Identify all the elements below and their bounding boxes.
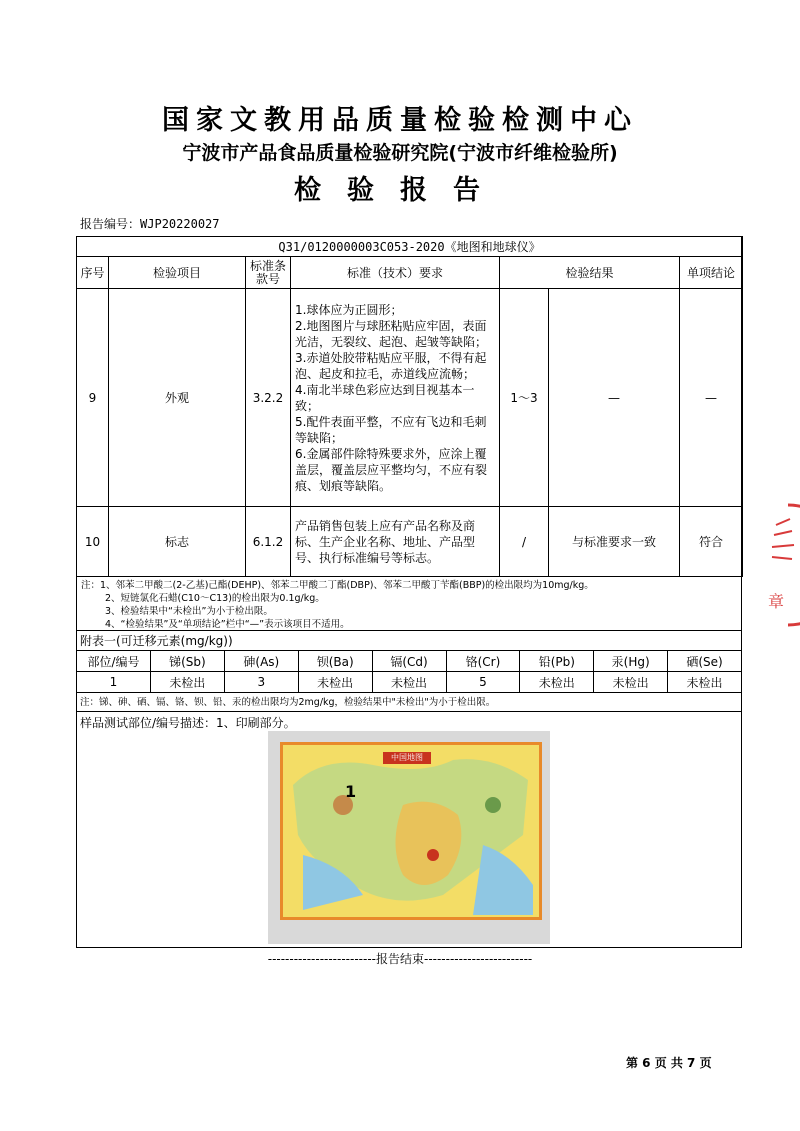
row-sample: 1～3	[500, 289, 549, 507]
requirement-line: 4.南北半球色彩应达到目视基本一致；	[295, 382, 475, 413]
appendix-cell: 未检出	[372, 672, 446, 693]
row-no: 9	[77, 289, 109, 507]
appendix-cell: 未检出	[520, 672, 594, 693]
map-illustration	[283, 745, 539, 917]
table-row	[77, 289, 743, 507]
note-line: 3、检验结果中“未检出”为小于检出限。	[105, 606, 273, 617]
appendix-cell: 未检出	[298, 672, 372, 693]
col-header-item: 检验项目	[109, 257, 246, 289]
standard-title: Q31/0120000003C053-2020《地图和地球仪》	[77, 237, 743, 257]
appendix-header: 钡(Ba)	[298, 651, 372, 672]
col-header-clause: 标准条款号	[246, 257, 291, 289]
col-header-conclusion: 单项结论	[680, 257, 743, 289]
col-header-result: 检验结果	[500, 257, 680, 289]
report-number	[80, 215, 220, 232]
row-item: 外观	[109, 289, 246, 507]
appendix-header: 汞(Hg)	[594, 651, 668, 672]
appendix-header: 砷(As)	[224, 651, 298, 672]
appendix-table	[76, 650, 742, 693]
appendix-cell: 3	[224, 672, 298, 693]
row-result: 与标准要求一致	[549, 507, 680, 577]
appendix-title: 附表一(可迁移元素(mg/kg))	[80, 634, 233, 648]
appendix-header: 镉(Cd)	[372, 651, 446, 672]
requirement-line: 3.赤道处胶带粘贴应平服，不得有起泡、起皮和拉毛，赤道线应流畅；	[295, 350, 487, 381]
appendix-cell: 未检出	[151, 672, 225, 693]
row-item: 标志	[109, 507, 246, 577]
note-line: 2、短链氯化石蜡(C10～C13)的检出限为0.1g/kg。	[105, 593, 325, 604]
sample-description: 样品测试部位/编号描述：1、印刷部分。	[80, 716, 296, 730]
row-no: 10	[77, 507, 109, 577]
col-header-requirement: 标准（技术）要求	[291, 257, 500, 289]
requirement-line: 1.球体应为正圆形；	[295, 302, 403, 317]
requirement-line: 2.地图图片与球胚粘贴应牢固，表面光洁，无裂纹、起泡、起皱等缺陷；	[295, 318, 488, 349]
report-number-label: 报告编号：	[80, 217, 141, 231]
title-report: 检验报告	[294, 175, 506, 206]
appendix-header: 铬(Cr)	[446, 651, 520, 672]
row-sample: /	[500, 507, 549, 577]
appendix-header: 锑(Sb)	[151, 651, 225, 672]
requirement-line: 6.金属部件除特殊要求外，应涂上覆盖层，覆盖层应平整均匀，不应有裂痕、划痕等缺陷。	[295, 446, 488, 493]
notes-block	[76, 576, 742, 631]
report-end: -------------------------报告结束-------------------------	[267, 952, 533, 966]
row-conclusion: —	[680, 289, 743, 507]
row-result: —	[549, 289, 680, 507]
appendix-header: 硒(Se)	[668, 651, 742, 672]
row-requirement	[291, 289, 500, 507]
appendix-header: 铅(Pb)	[520, 651, 594, 672]
report-number-value: WJP20220027	[140, 217, 220, 231]
appendix-cell: 5	[446, 672, 520, 693]
table-row	[77, 507, 743, 577]
map-title: 中国地图	[383, 752, 431, 764]
requirement-line: 产品销售包装上应有产品名称及商标、生产企业名称、地址、产品型号、执行标准编号等标志。	[295, 518, 476, 565]
appendix-cell: 未检出	[594, 672, 668, 693]
seal-stamp	[758, 495, 800, 635]
row-conclusion: 符合	[680, 507, 743, 577]
divider	[76, 711, 742, 712]
row-clause: 3.2.2	[246, 289, 291, 507]
appendix-header: 部位/编号	[77, 651, 151, 672]
note-line: 注：1、邻苯二甲酸二(2-乙基)己酯(DEHP)、邻苯二甲酸二丁酯(DBP)、邻苯二甲酸丁苄酯(BBP)的检出限均为10mg/kg。	[81, 580, 594, 591]
appendix-cell: 未检出	[668, 672, 742, 693]
page-number: 第 6 页 共 7 页	[626, 1056, 712, 1070]
table-row	[77, 672, 742, 693]
col-header-no: 序号	[77, 257, 109, 289]
note-line: 4、“检验结果”及“单项结论”栏中“—”表示该项目不适用。	[105, 619, 350, 630]
sample-label: 1	[345, 782, 357, 801]
title-center: 国家文教用品质量检验检测中心	[162, 105, 638, 136]
title-institute: 宁波市产品食品质量检验研究院(宁波市纤维检验所)	[182, 142, 618, 164]
row-clause: 6.1.2	[246, 507, 291, 577]
inspection-table	[76, 236, 743, 577]
sample-map-image	[280, 742, 542, 920]
appendix-note: 注：锑、砷、硒、镉、铬、钡、铅、汞的检出限均为2mg/kg，检验结果中"未检出"为小于检出限。	[80, 697, 496, 708]
appendix-cell: 1	[77, 672, 151, 693]
svg-text:章: 章	[768, 592, 785, 611]
row-requirement	[291, 507, 500, 577]
requirement-line: 5.配件表面平整，不应有飞边和毛刺等缺陷；	[295, 414, 487, 445]
